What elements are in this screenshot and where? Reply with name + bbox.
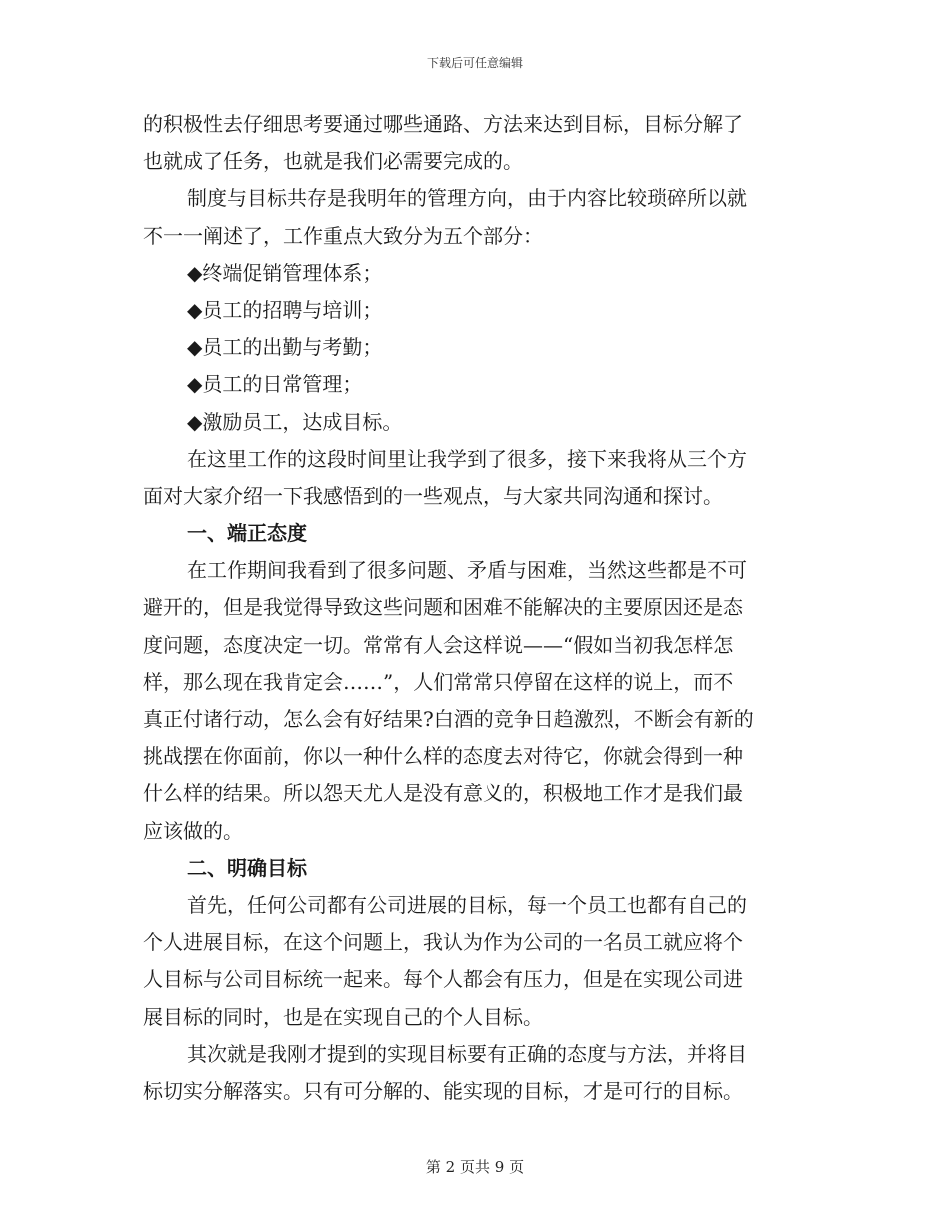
text-line: 度问题，态度决定一切。常常有人会这样说——“假如当初我怎样怎 — [143, 632, 734, 657]
text-line: 样，那么现在我肯定会……”，人们常常只停留在这样的说上，而不 — [143, 669, 734, 694]
paragraph-start: 制度与目标共存是我明年的管理方向，由于内容比较琐碎所以就 — [187, 186, 747, 211]
text-line: 展目标的同时，也是在实现自己的个人目标。 — [143, 1004, 543, 1029]
list-item: ◆员工的出勤与考勤； — [187, 335, 383, 360]
text-line: 避开的，但是我觉得导致这些问题和困难不能解决的主要原因还是态 — [143, 595, 743, 620]
list-item: ◆员工的日常管理； — [187, 372, 363, 397]
text-line: 真正付诸行动，怎么会有好结果?白酒的竞争日趋激烈，不断会有新的 — [143, 707, 754, 731]
paragraph-start: 其次就是我刚才提到的实现目标要有正确的态度与方法，并将目 — [187, 1041, 747, 1066]
page-header: 下载后可任意编辑 — [426, 56, 523, 70]
text-line: 挑战摆在你面前，你以一种什么样的态度去对待它，你就会得到一种 — [143, 744, 743, 769]
section-heading-2: 二、明确目标 — [187, 855, 307, 880]
text-line: 不一一阐述了，工作重点大致分为五个部分： — [143, 223, 543, 248]
text-line: 什么样的结果。所以怨天尤人是没有意义的，积极地工作才是我们最 — [143, 781, 743, 806]
paragraph-start: 在这里工作的这段时间里让我学到了很多，接下来我将从三个方 — [187, 446, 747, 471]
paragraph-start: 首先，任何公司都有公司进展的目标，每一个员工也都有自己的 — [187, 892, 747, 917]
text-line: 人目标与公司目标统一起来。每个人都会有压力，但是在实现公司进 — [143, 967, 743, 992]
page-footer: 第 2 页共 9 页 — [425, 1158, 525, 1176]
list-item: ◆激励员工，达成目标。 — [187, 409, 403, 434]
section-heading-1: 一、端正态度 — [187, 521, 307, 546]
list-item: ◆员工的招聘与培训； — [187, 297, 383, 322]
text-line: 应该做的。 — [143, 818, 243, 843]
document-body — [143, 106, 807, 1110]
text-line: 标切实分解落实。只有可分解的、能实现的目标，才是可行的目标。 — [143, 1078, 743, 1103]
text-line: 的积极性去仔细思考要通过哪些通路、方法来达到目标，目标分解了 — [143, 112, 743, 136]
paragraph-start: 在工作期间我看到了很多问题、矛盾与困难，当然这些都是不可 — [187, 558, 747, 583]
list-item: ◆终端促销管理体系； — [187, 260, 383, 285]
text-line: 个人进展目标，在这个问题上，我认为作为公司的一名员工就应将个 — [143, 930, 743, 955]
text-line: 面对大家介绍一下我感悟到的一些观点，与大家共同沟通和探讨。 — [143, 483, 723, 508]
text-line: 也就成了任务，也就是我们必需要完成的。 — [143, 149, 523, 174]
